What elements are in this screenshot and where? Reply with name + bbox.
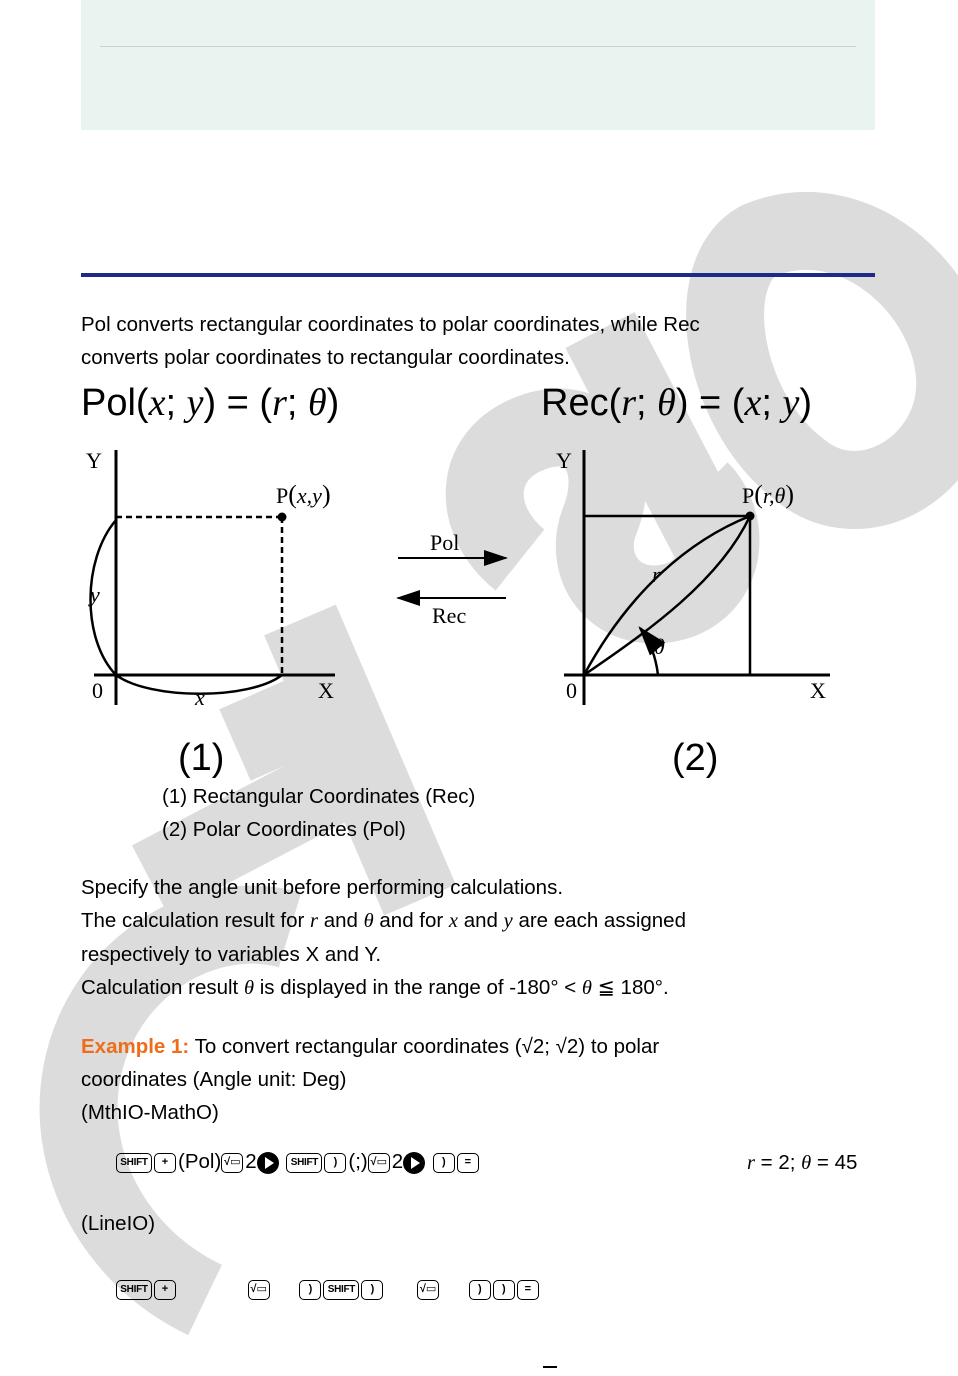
formula-var: y (186, 382, 204, 424)
formula-eq: ) = ( (203, 382, 273, 424)
formula-sep: ; (165, 382, 187, 424)
digit-two: 2 (245, 1150, 257, 1173)
example-text: To convert rectangular coordinates (√2; √2) to polar (189, 1035, 660, 1058)
right-x-axis-label: X (810, 678, 826, 703)
text: The calculation result for (81, 909, 311, 932)
var-r: r (310, 910, 319, 932)
text: ≦ 180°. (591, 976, 669, 999)
semicolon-label: (;) (348, 1150, 368, 1173)
caption-1: (1) Rectangular Coordinates (Rec) (162, 785, 476, 808)
rparen-key: ) (324, 1153, 346, 1173)
sqrt-key: √▭ (368, 1153, 390, 1173)
text: is displayed in the range of -180° < (254, 976, 582, 999)
right-origin-label: 0 (566, 678, 577, 703)
var-r: r (747, 1152, 755, 1174)
intro-line-1: Pol converts rectangular coordinates to polar coordinates, while Rec (81, 313, 700, 336)
formula-var: θ (308, 382, 327, 424)
var-theta: θ (801, 1152, 812, 1174)
intro-paragraph (81, 308, 700, 374)
shift-key: SHIFT (323, 1280, 359, 1300)
formula-var: x (744, 382, 762, 424)
point-coords: r,θ (762, 483, 786, 508)
plus-key: + (154, 1280, 176, 1300)
var-theta: θ (363, 910, 374, 932)
rparen-key: ) (299, 1280, 321, 1300)
formula-eq: ) = ( (675, 382, 745, 424)
shift-key: SHIFT (116, 1280, 152, 1300)
example-mode-1: (MthIO-MathO) (81, 1101, 219, 1124)
radius-arc-lower (584, 516, 750, 675)
digit-two: 2 (391, 1150, 404, 1173)
plus-key: + (154, 1153, 176, 1173)
section-rule (81, 273, 875, 277)
shift-key: SHIFT (116, 1153, 152, 1173)
formula-var: y (782, 382, 800, 424)
example-block (81, 1030, 881, 1129)
left-x-value-label: x (195, 685, 205, 710)
formula-sep: ; (636, 382, 658, 424)
text: = 45 (811, 1151, 858, 1174)
left-y-value-label: y (90, 582, 100, 607)
var-x: x (448, 910, 459, 932)
diagram-1-number: (1) (178, 737, 225, 779)
rparen-key: ) (493, 1280, 515, 1300)
var-y: y (503, 910, 513, 932)
formula-var: θ (657, 382, 676, 424)
note-line-1: Specify the angle unit before performing calculations. (81, 876, 564, 899)
example-mode-2: (LineIO) (81, 1212, 156, 1235)
coordinate-diagram (0, 440, 958, 740)
left-point-label: P(x,y) (276, 480, 331, 509)
sqrt-key: √▭ (417, 1280, 439, 1300)
right-y-axis-label: Y (556, 448, 572, 473)
equals-key: = (517, 1280, 539, 1300)
caption-2: (2) Polar Coordinates (Pol) (162, 818, 406, 841)
left-x-axis-label: X (318, 678, 334, 703)
formula-end: ) (326, 382, 340, 424)
equals-key: = (457, 1153, 479, 1173)
text: and (318, 909, 364, 932)
rparen-key: ) (469, 1280, 491, 1300)
text: and (458, 909, 504, 932)
formula-sep: ; (286, 382, 308, 424)
diagram-2-number: (2) (672, 737, 719, 779)
left-point (278, 513, 287, 522)
point-coords: x,y (296, 483, 322, 508)
var-theta: θ (243, 977, 255, 999)
point-name: P (276, 483, 289, 508)
radius-arc-upper (584, 516, 750, 675)
formula-var: r (621, 382, 637, 424)
formula-sep: ; (761, 382, 783, 424)
text: = 2; (754, 1151, 802, 1174)
right-point-label: P(r,θ) (742, 480, 795, 509)
rec-formula (541, 380, 812, 426)
right-arrow-key (403, 1152, 425, 1174)
pol-arrow-label: Pol (430, 530, 460, 555)
right-r-label: r (652, 562, 661, 587)
rec-arrow-label: Rec (432, 603, 467, 628)
header-panel (81, 0, 875, 130)
notes-paragraph (81, 871, 881, 1005)
example-label: Example 1: (81, 1035, 190, 1058)
left-y-axis-label: Y (86, 448, 102, 473)
note-line-2 (81, 904, 881, 938)
key-sequence-lineio (116, 1276, 541, 1302)
rparen-key: ) (361, 1280, 383, 1300)
point-name: P (742, 483, 755, 508)
right-theta-label: θ (654, 634, 665, 659)
var-theta: θ (581, 977, 592, 999)
text: and for (373, 909, 449, 932)
note-line-3: respectively to variables X and Y. (81, 943, 382, 966)
shift-key: SHIFT (286, 1153, 322, 1173)
pol-label: (Pol) (178, 1150, 222, 1173)
left-origin-label: 0 (92, 678, 103, 703)
formula-fn: Pol( (81, 382, 149, 424)
formula-fn: Rec( (541, 382, 622, 424)
key-sequence-mathio (116, 1149, 481, 1175)
example-line-2: coordinates (Angle unit: Deg) (81, 1068, 347, 1091)
rparen-key: ) (433, 1153, 455, 1173)
sqrt-key: √▭ (221, 1153, 243, 1173)
formula-var: x (148, 382, 166, 424)
intro-line-2: converts polar coordinates to rectangular coordinates. (81, 346, 570, 369)
sqrt-key: √▭ (248, 1280, 270, 1300)
note-line-4 (81, 971, 881, 1005)
right-arrow-key (257, 1152, 279, 1174)
right-point (746, 512, 755, 521)
pol-formula (81, 380, 339, 426)
text: are each assigned (512, 909, 686, 932)
example-line-1 (81, 1030, 881, 1063)
formula-var: r (272, 382, 287, 424)
page-footer-mark (543, 1366, 557, 1368)
example-result (747, 1146, 857, 1180)
header-divider (100, 46, 856, 47)
formula-end: ) (799, 382, 812, 424)
text: Calculation result (81, 976, 244, 999)
